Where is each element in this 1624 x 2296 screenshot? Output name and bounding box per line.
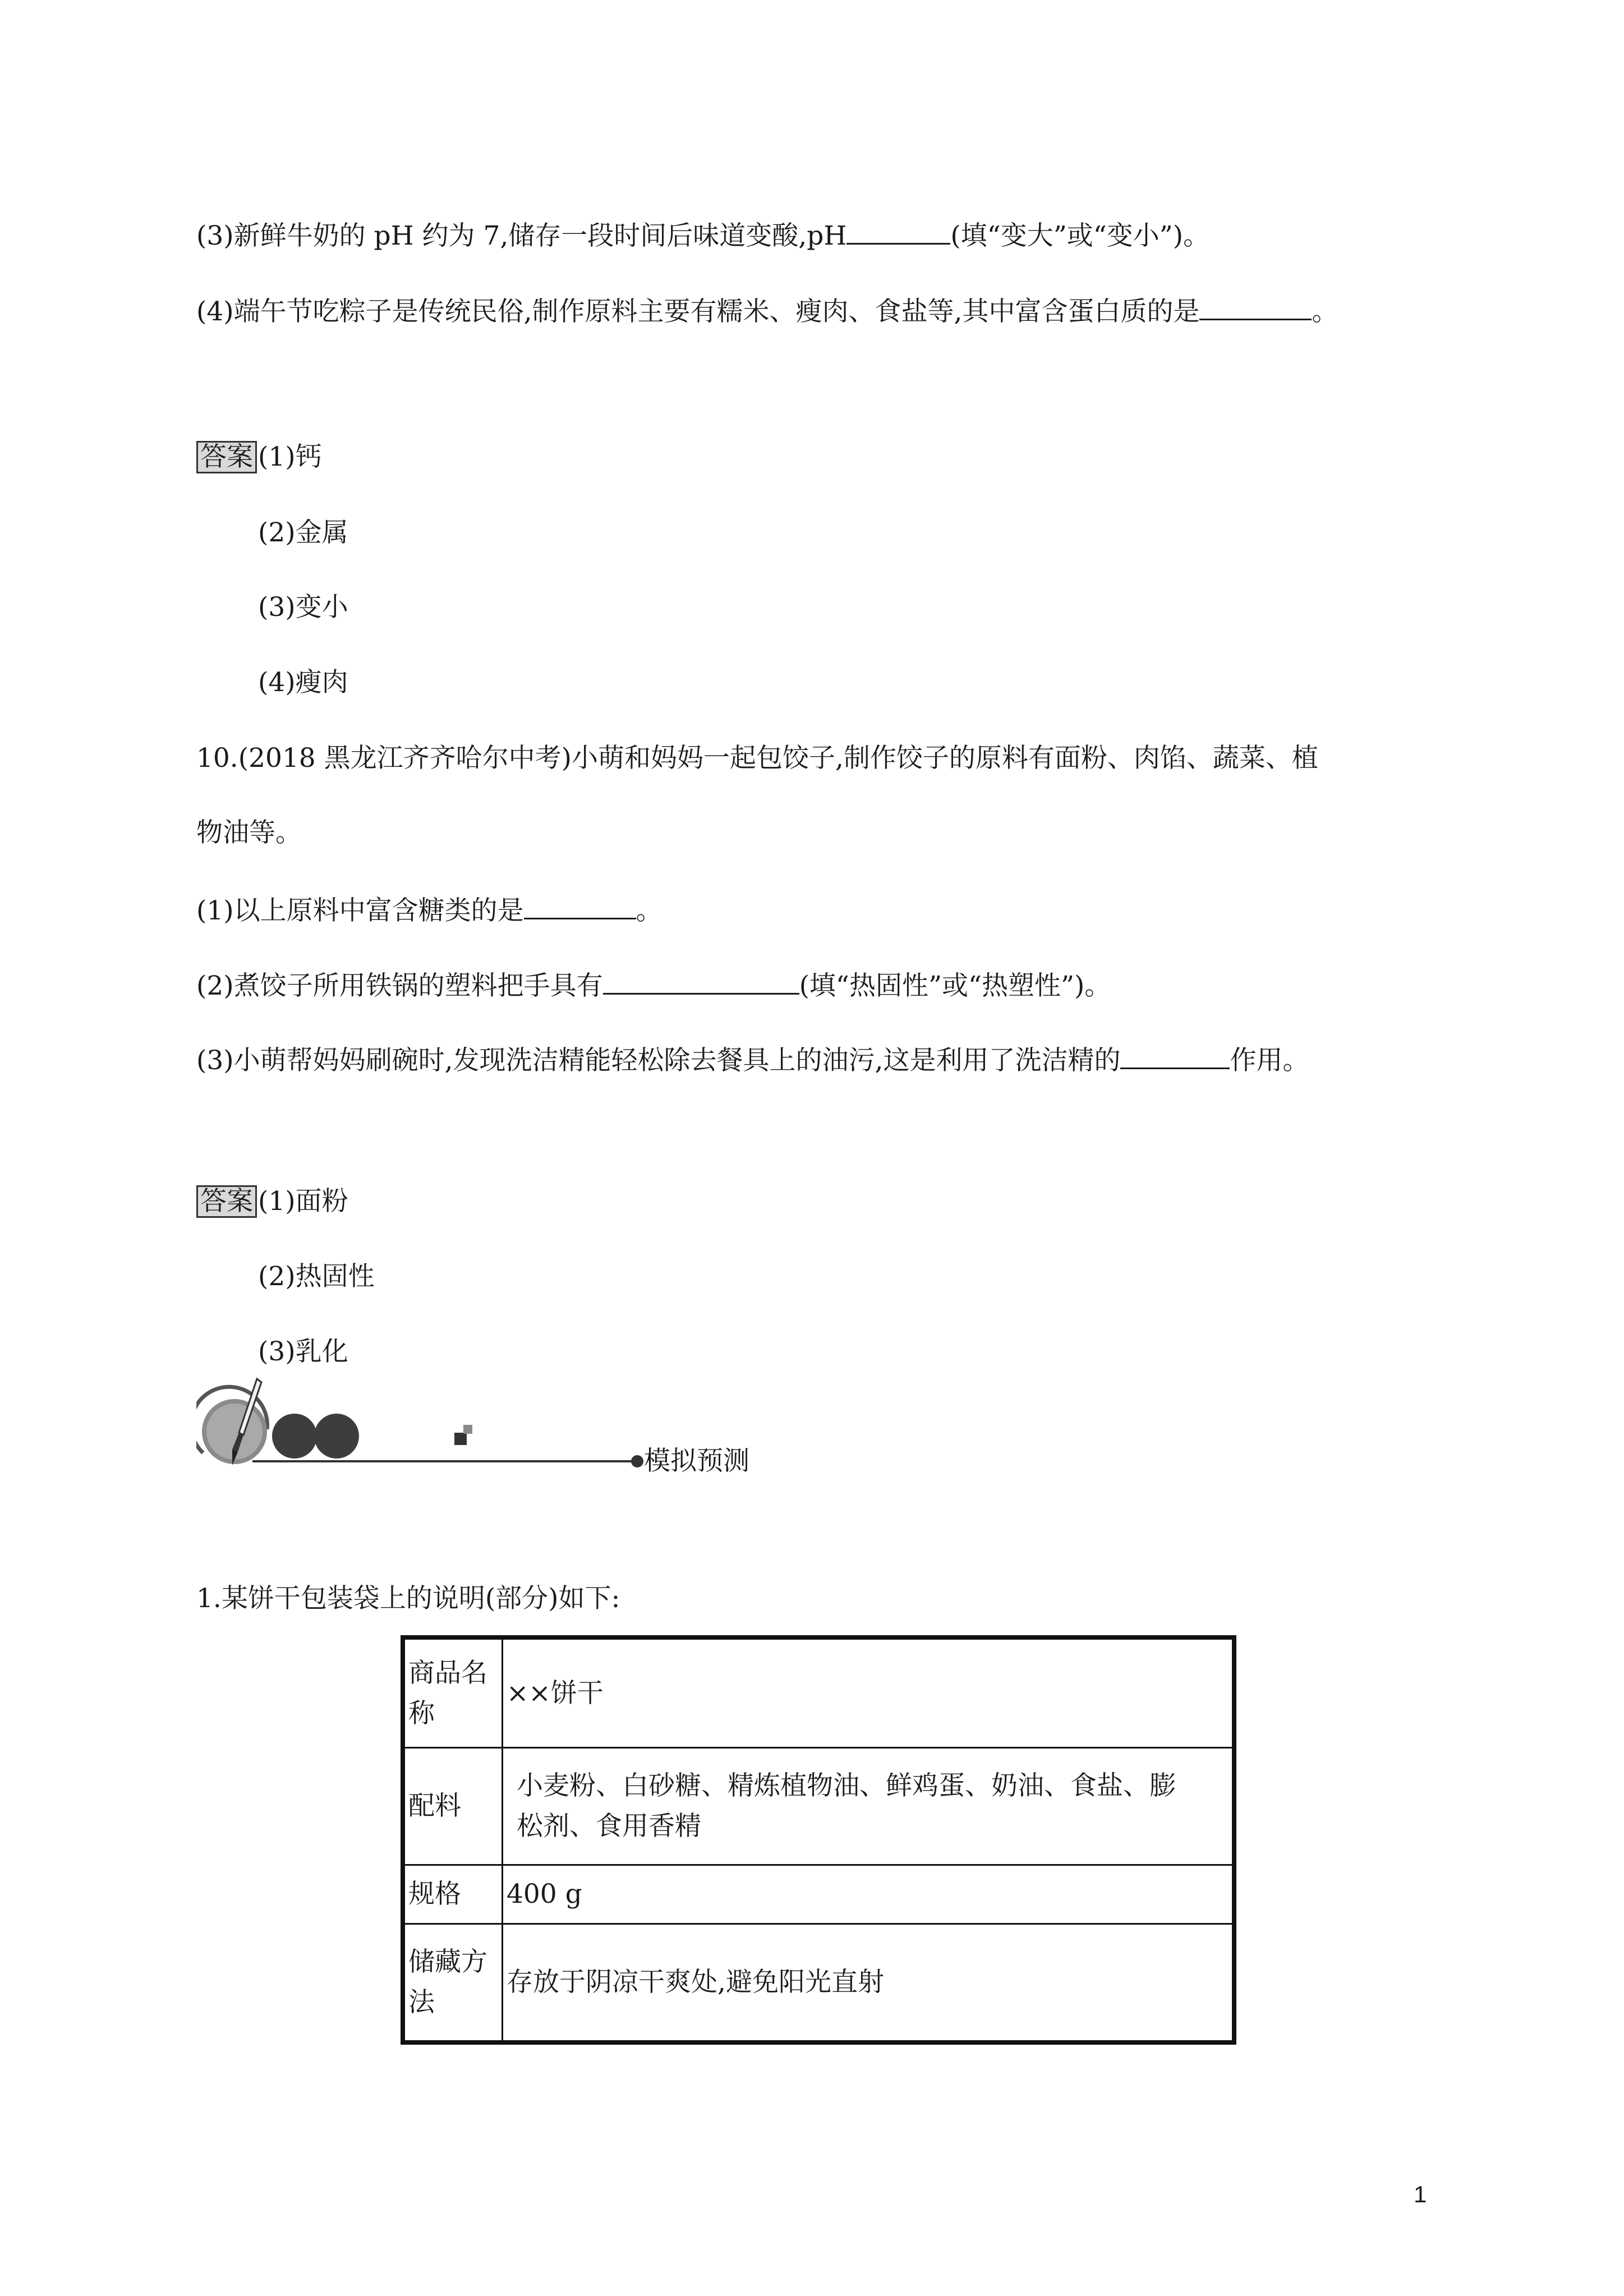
dot-icon-1 — [272, 1414, 317, 1458]
table-row — [403, 1748, 1234, 1865]
q10-part3-text: (3)小萌帮妈妈刷碗时,发现洗洁精能轻松除去餐具上的油污,这是利用了洗洁精的 — [196, 1045, 1121, 1076]
answer10-a1: (1)面粉 — [258, 1186, 348, 1217]
q10-part2-text: (2)煮饺子所用铁锅的塑料把手具有 — [196, 970, 603, 1001]
answer9-a3: (3)变小 — [258, 592, 348, 623]
q9-part3-hint: (填“变大”或“变小”)。 — [950, 220, 1210, 251]
table-key-storage: 储藏方法 — [403, 1924, 503, 2043]
answer9-row1 — [196, 440, 322, 474]
q9-part4 — [196, 292, 1338, 329]
answer9-a2: (2)金属 — [258, 517, 348, 548]
q10-part2-hint: (填“热固性”或“热塑性”)。 — [799, 970, 1111, 1001]
q10-part3-blank[interactable] — [1120, 1041, 1230, 1069]
q10-stem-line2: 物油等。 — [196, 817, 302, 848]
table-val-spec: 400 g — [503, 1865, 1235, 1924]
table-row — [403, 1637, 1234, 1748]
answer10-a2: (2)热固性 — [258, 1261, 375, 1292]
table-val-storage: 存放于阴凉干爽处,避免阳光直射 — [503, 1924, 1235, 2043]
q9-part4-text: (4)端午节吃粽子是传统民俗,制作原料主要有糯米、瘦肉、食盐等,其中富含蛋白质的是 — [196, 296, 1200, 327]
q9-part4-blank[interactable] — [1199, 292, 1312, 320]
table-key-spec: 规格 — [403, 1865, 503, 1924]
q10-part3-end: 作用。 — [1230, 1045, 1309, 1076]
q10-part2-blank[interactable] — [603, 966, 799, 995]
table-row — [403, 1865, 1234, 1924]
q10-part2 — [196, 966, 1111, 1003]
answer9-a4: (4)瘦肉 — [258, 667, 348, 698]
q10-part1-blank[interactable] — [524, 891, 636, 919]
section-title: 模拟预测 — [644, 1446, 749, 1476]
q9-part3-text: (3)新鲜牛奶的 pH 约为 7,储存一段时间后味道变酸,pH — [196, 220, 847, 251]
table-val-name: ××饼干 — [503, 1637, 1235, 1748]
q9-part3-blank[interactable] — [846, 216, 950, 245]
product-spec-table — [401, 1635, 1236, 2045]
answer10-row1 — [196, 1185, 348, 1218]
q9-part3 — [196, 216, 1209, 253]
line-end-dot — [631, 1455, 643, 1467]
q10-part1 — [196, 891, 663, 928]
q10-part1-text: (1)以上原料中富含糖类的是 — [196, 895, 524, 926]
q1-stem: 1.某饼干包装袋上的说明(部分)如下: — [196, 1583, 620, 1614]
table-val-ingredients: 小麦粉、白砂糖、精炼植物油、鲜鸡蛋、奶油、食盐、膨松剂、食用香精 — [503, 1748, 1235, 1865]
table-key-name: 商品名称 — [403, 1637, 503, 1748]
q10-stem-line1: 10.(2018 黑龙江齐齐哈尔中考)小萌和妈妈一起包饺子,制作饺子的原料有面粉、肉馅、蔬菜、植 — [196, 743, 1318, 774]
page-number: 1 — [1414, 2181, 1427, 2207]
square-icon-1 — [454, 1433, 467, 1445]
q10-part1-end: 。 — [636, 895, 663, 926]
q9-part4-end: 。 — [1312, 296, 1338, 327]
answer10-tag: 答案 — [196, 1185, 257, 1218]
answer9-a1: (1)钙 — [258, 441, 322, 472]
table-key-ingredients: 配料 — [403, 1748, 503, 1865]
q10-part3 — [196, 1041, 1309, 1078]
table-row — [403, 1924, 1234, 2043]
answer10-a3: (3)乳化 — [258, 1336, 348, 1367]
square-icon-2 — [463, 1425, 472, 1434]
answer9-tag: 答案 — [196, 441, 257, 473]
dot-icon-2 — [314, 1414, 359, 1458]
